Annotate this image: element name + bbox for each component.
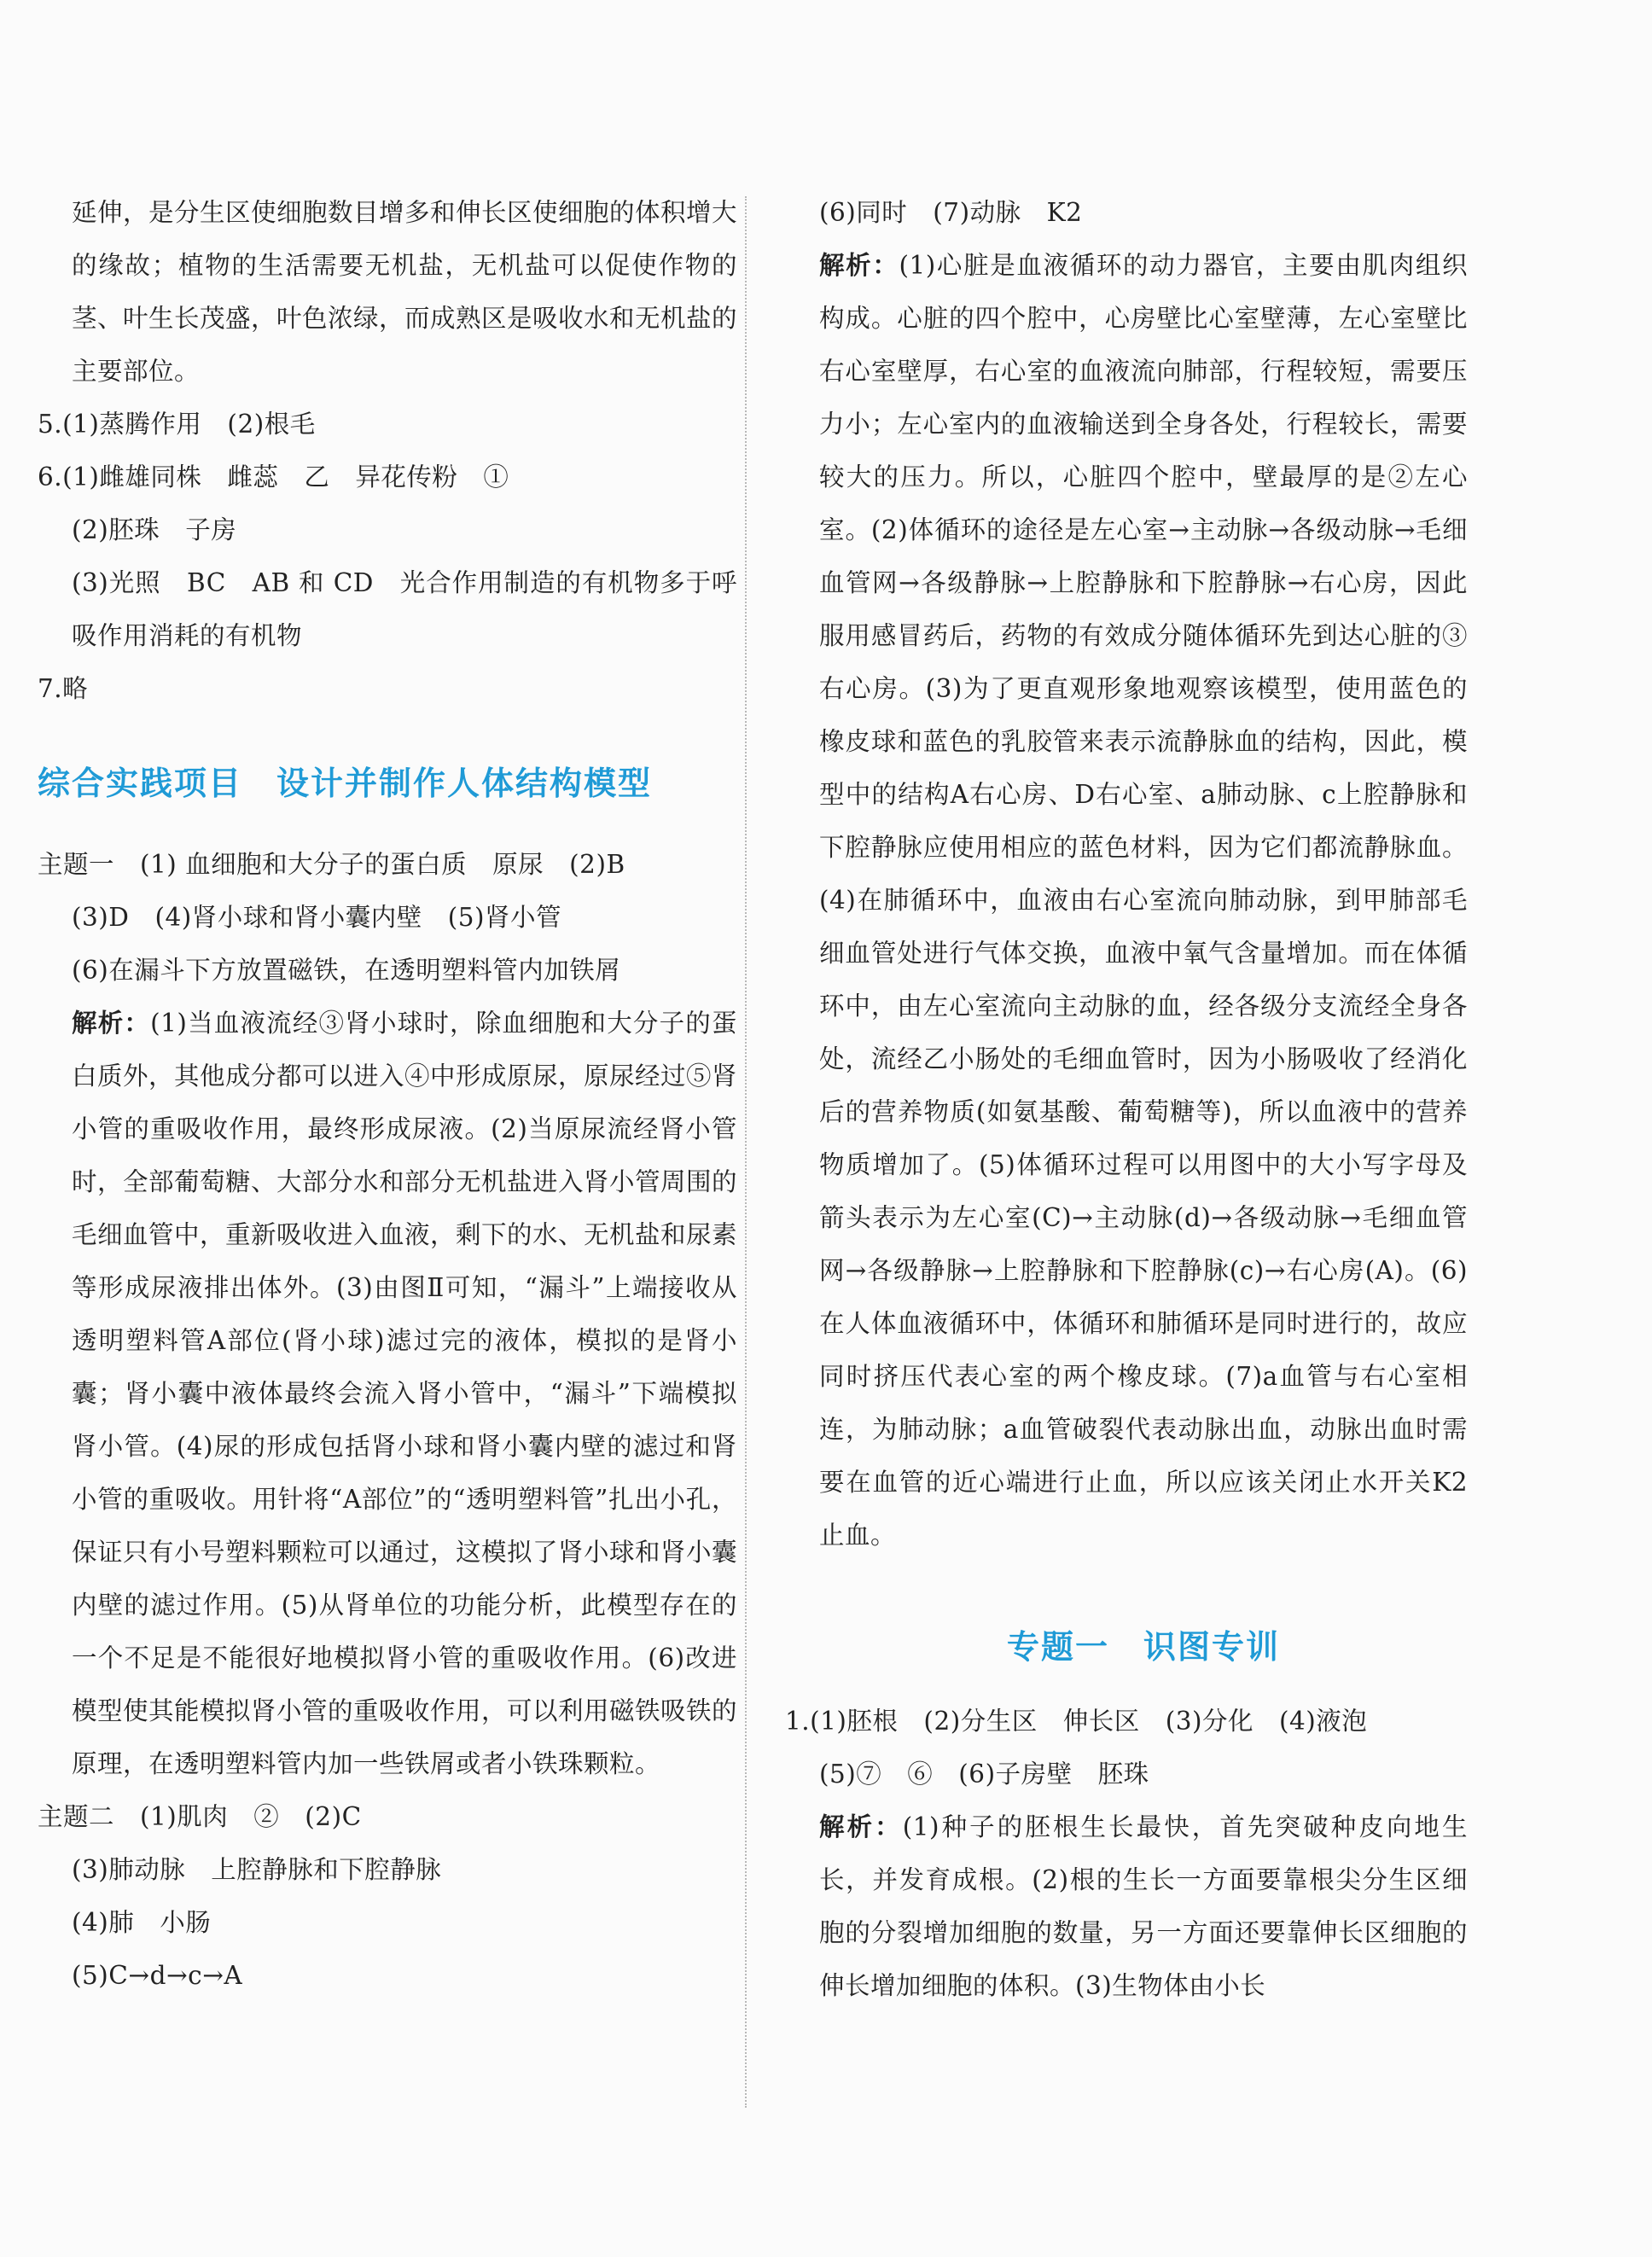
answer-5: 5.(1)蒸腾作用 (2)根毛 (38, 410, 316, 439)
analysis-label: 解析： (819, 1812, 903, 1841)
theme-1-answer-a: 主题一 (1) 血细胞和大分子的蛋白质 原尿 (2)B (38, 850, 625, 879)
section-heading-project: 综合实践项目 设计并制作人体结构模型 (38, 765, 653, 802)
section-heading-topic-1: 专题一 识图专训 (1006, 1628, 1280, 1666)
answer-7: 7.略 (38, 674, 89, 703)
analysis-text: (1)心脏是血液循环的动力器官，主要由肌肉组织构成。心脏的四个腔中，心房壁比心室壁薄，左心室壁比右心室壁厚，右心室的血液流向肺部，行程较短，需要压力小；左心室内的血液输送到全身各处，行程较长，需要较大的压力。所以，心脏四个腔中，壁最厚的是②左心室。(2)体循环的途径是左心室→主动脉→各级动脉→毛细血管网→各级静脉→上腔静脉和下腔静脉→右心房，因此服用感冒药后，药物的有效成分随体循环先到达心脏的③右心房。(3)为了更直观形象地观察该模型，使用蓝色的橡皮球和蓝色的乳胶管来表示流静脉血的结构，因此，模型中的结构A右心房、D右心室、a肺动脉、c上腔静脉和下腔静脉应使用相应的蓝色材料，因为它们都流静脉血。(4)在肺循环中，血液由右心室流向肺动脉，到甲肺部毛细血管处进行气体交换，血液中氧气含量增加。而在体循环中，由左心室流向主动脉的血，经各级分支流经全身各处，流经乙小肠处的毛细血管时，因为小肠吸收了经消化后的营养物质(如氨基酸、葡萄糖等)，所以血液中的营养物质增加了。(5)体循环过程可以用图中的大小写字母及箭头表示为左心室(C)→主动脉(d)→各级动脉→毛细血管网→各级静脉→上腔静脉和下腔静脉(c)→右心房(A)。(6)在人体血液循环中，体循环和肺循环是同时进行的，故应同时挤压代表心室的两个橡皮球。(7)a血管与右心室相连，为肺动脉；a血管破裂代表动脉出血，动脉出血时需要在血管的近心端进行止血，所以应该关闭止水开关K2止血。 (819, 251, 1468, 1550)
analysis-label: 解析： (72, 1008, 151, 1038)
theme-2-answer-e: (6)同时 (7)动脉 K2 (819, 198, 1083, 227)
theme-2-answer-a: 主题二 (1)肌肉 ② (2)C (38, 1802, 362, 1831)
theme-1-answer-b: (3)D (4)肾小球和肾小囊内壁 (5)肾小管 (72, 903, 562, 932)
column-divider (745, 196, 747, 2108)
answer-6-part-1: 6.(1)雌雄同株 雌蕊 乙 异花传粉 ① (38, 462, 509, 492)
theme-2-answer-b: (3)肺动脉 上腔静脉和下腔静脉 (72, 1855, 442, 1884)
answer-6-part-2: (2)胚珠 子房 (72, 515, 237, 544)
analysis-text: (1)当血液流经③肾小球时，除血细胞和大分子的蛋白质外，其他成分都可以进入④中形成原尿，原尿经过⑤肾小管的重吸收作用，最终形成尿液。(2)当原尿流经肾小管时，全部葡萄糖、大部分水和部分无机盐进入肾小管周围的毛细血管中，重新吸收进入血液，剩下的水、无机盐和尿素等形成尿液排出体外。(3)由图Ⅱ可知，“漏斗”上端接收从透明塑料管A部位(肾小球)滤过完的液体，模拟的是肾小囊；肾小囊中液体最终会流入肾小管中，“漏斗”下端模拟肾小管。(4)尿的形成包括肾小球和肾小囊内壁的滤过和肾小管的重吸收。用针将“A部位”的“透明塑料管”扎出小孔，保证只有小号塑料颗粒可以通过，这模拟了肾小球和肾小囊内壁的滤过作用。(5)从肾单位的功能分析，此模型存在的一个不足是不能很好地模拟肾小管的重吸收作用。(6)改进模型使其能模拟肾小管的重吸收作用，可以利用磁铁吸铁的原理，在透明塑料管内加一些铁屑或者小铁珠颗粒。 (72, 1009, 738, 1778)
right-column (785, 186, 1468, 2012)
analysis-text: (1)种子的胚根生长最快，首先突破种皮向地生长，并发育成根。(2)根的生长一方面要靠根尖分生区细胞的分裂增加细胞的数量，另一方面还要靠伸长区细胞的伸长增加细胞的体积。(3)生物体由小长 (819, 1812, 1468, 2000)
topic-1-analysis (785, 1800, 1468, 2012)
answer-continuation: 延伸，是分生区使细胞数目增多和伸长区使细胞的体积增大的缘故；植物的生活需要无机盐，无机盐可以促使作物的茎、叶生长茂盛，叶色浓绿，而成熟区是吸收水和无机盐的主要部位。 (72, 198, 738, 386)
theme-2-answer-c: (4)肺 小肠 (72, 1908, 212, 1937)
answer-6-part-3: (3)光照 BC AB 和 CD 光合作用制造的有机物多于呼吸作用消耗的有机物 (72, 568, 737, 650)
topic-1-answer-a: 1.(1)胚根 (2)分生区 伸长区 (3)分化 (4)液泡 (785, 1707, 1368, 1736)
theme-1-analysis (38, 997, 737, 1790)
topic-1-answer-b: (5)⑦ ⑥ (6)子房壁 胚珠 (819, 1760, 1149, 1789)
theme-1-answer-c: (6)在漏斗下方放置磁铁，在透明塑料管内加铁屑 (72, 956, 621, 985)
analysis-label: 解析： (819, 250, 899, 280)
left-column (38, 186, 737, 2002)
theme-2-answer-d: (5)C→d→c→A (72, 1961, 243, 1990)
theme-2-analysis (785, 239, 1468, 1562)
